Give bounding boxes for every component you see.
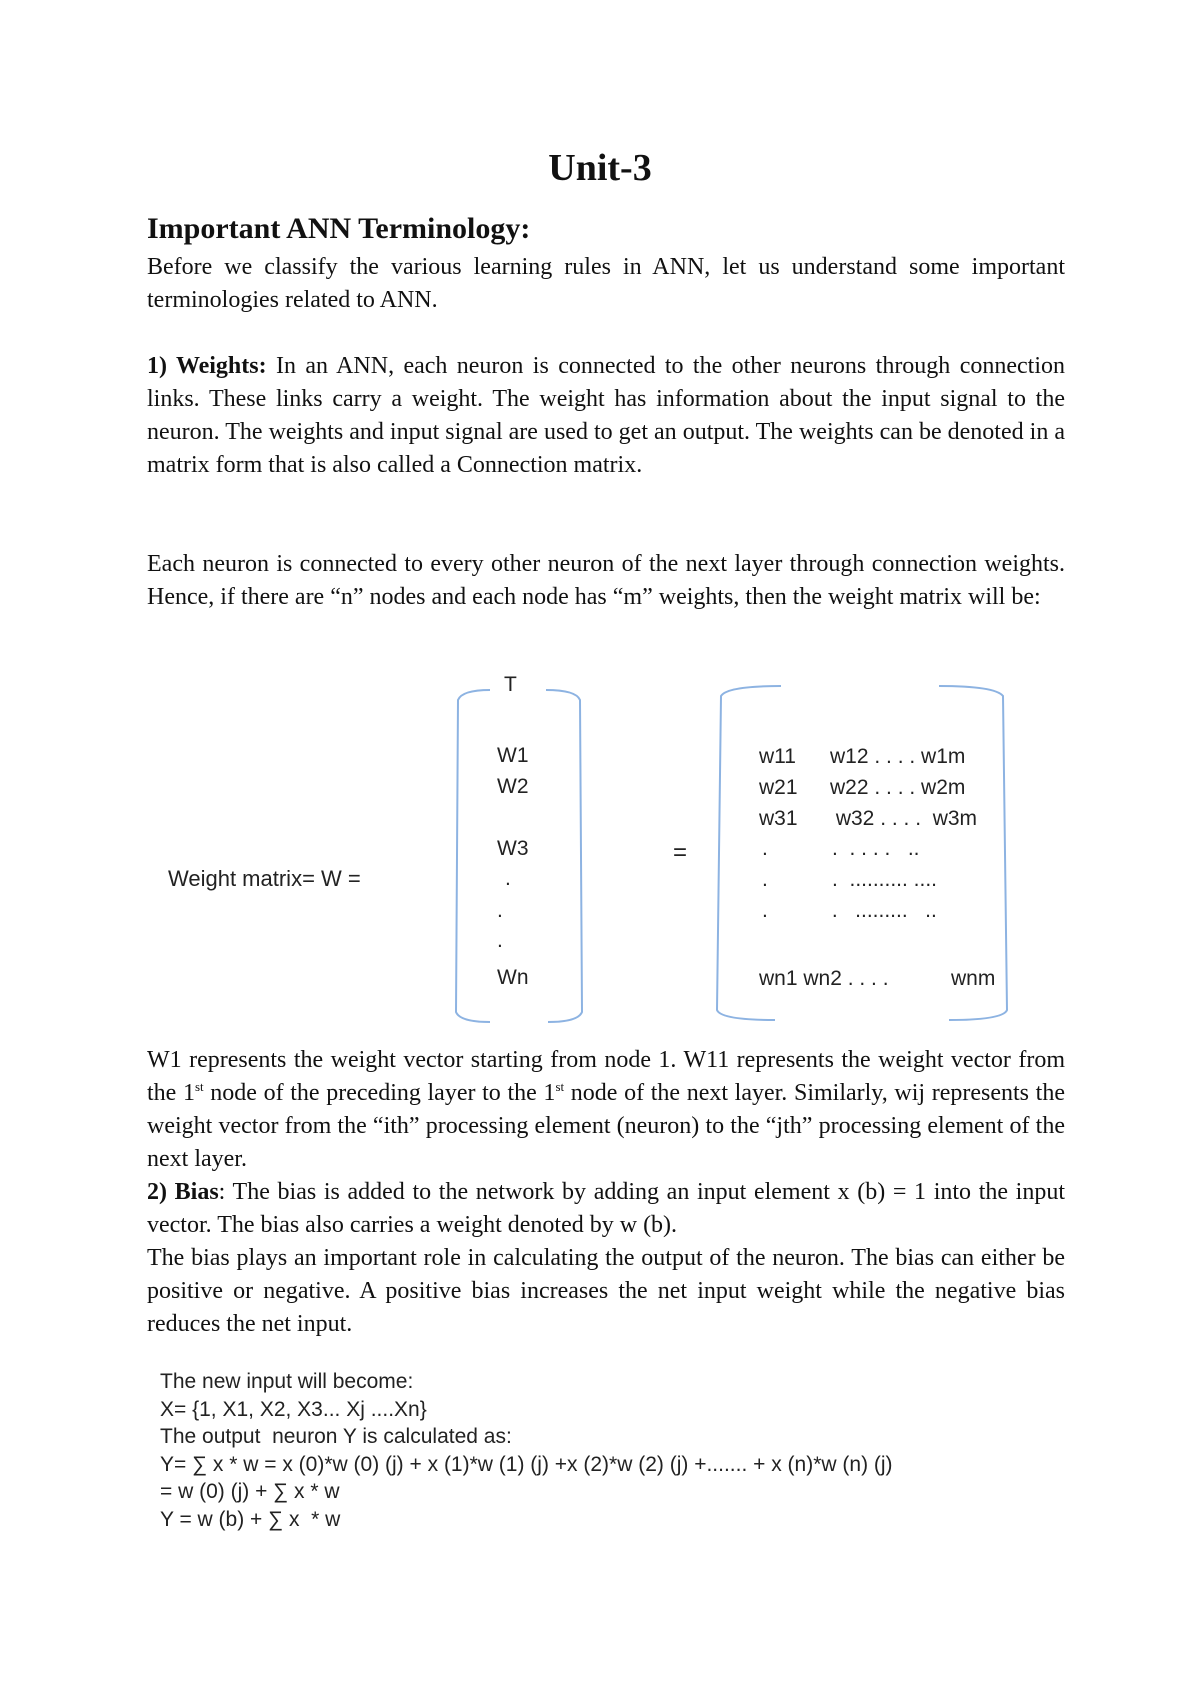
matrix-cell: w11: [759, 745, 796, 768]
matrix-cell: w31: [759, 807, 798, 830]
bias-role-paragraph: The bias plays an important role in calculating the output of the neuron. The bias can either be positive or negative. A positive bias increases the net input weight while the negative bias reduces the net input.: [147, 1245, 1065, 1337]
matrix-cell: w22 . . . . w2m: [830, 776, 966, 799]
matrix-cell: w12 . . . . w1m: [830, 745, 966, 768]
vector-entry: .: [497, 899, 503, 922]
matrix-cell: wnm: [951, 967, 996, 990]
section-heading: Important ANN Terminology:: [147, 212, 531, 245]
formula-line: Y = w (b) + ∑ x * w: [160, 1507, 341, 1531]
formula-line: The new input will become:: [160, 1370, 414, 1393]
each-neuron-paragraph: Each neuron is connected to every other neuron of the next layer through connection weights. Hence, if there are “n” nodes and each node has “m” weights, then the weight matrix will be:: [147, 551, 1065, 610]
formula-line: = w (0) (j) + ∑ x * w: [160, 1480, 340, 1503]
matrix-cell: w21: [759, 776, 798, 799]
vector-entry: .: [505, 867, 511, 890]
matrix-label: Weight matrix= W =: [168, 866, 361, 891]
formula-line: X= {1, X1, X2, X3... Xj ....Xn}: [160, 1397, 427, 1421]
superscript: st: [555, 1079, 565, 1094]
matrix-cell: w32 . . . . w3m: [830, 807, 978, 830]
w1-desc-text: W1 represents the weight vector starting from node 1. W11 represents the weight vector from the 1: [147, 1047, 1065, 1106]
vector-entry: W3: [497, 837, 529, 860]
intro-paragraph: Before we classify the various learning rules in ANN, let us understand some important terminologies related to ANN.: [147, 254, 1065, 313]
vector-entry: W1: [497, 744, 529, 767]
matrix-cell: .: [762, 899, 768, 922]
transpose-symbol: T: [504, 673, 517, 696]
weights-label: 1) Weights:: [147, 353, 267, 379]
equals-sign: =: [673, 839, 688, 866]
matrix-cell: .: [762, 868, 768, 891]
w1-desc-text: node of the next layer. Similarly, wij represents the weight vector from the “ith” processing element (neuron) to the “jth” processing element of the next layer.: [147, 1080, 1065, 1172]
bias-label: 2) Bias: [147, 1179, 219, 1205]
matrix-cell: . .......... ....: [832, 868, 938, 891]
formula-block: [160, 1368, 893, 1533]
weights-paragraph: [147, 350, 1065, 482]
matrix-cell: .: [762, 837, 768, 860]
weights-text: In an ANN, each neuron is connected to the other neurons through connection links. These links carry a weight. The weight has information about the input signal to the neuron. The weights and input signal are used to get an output. The weights can be denoted in a matrix form that is also called a Connection matrix.: [147, 353, 1065, 478]
matrix-cell: . ......... ..: [826, 899, 937, 922]
vector-entry: Wn: [497, 966, 529, 989]
matrix-cell: . . . . . ..: [832, 837, 920, 860]
superscript: st: [194, 1079, 204, 1094]
vector-entry: W2: [497, 775, 529, 798]
bias-text: : The bias is added to the network by adding an input element x (b) = 1 into the input vector. The bias also carries a weight denoted by w (b).: [147, 1179, 1065, 1238]
matrix-cell: wn1 wn2 . . . .: [759, 967, 889, 990]
vector-entry: .: [497, 929, 503, 952]
formula-line: Y= ∑ x * w = x (0)*w (0) (j) + x (1)*w (1) (j) +x (2)*w (2) (j) +....... + x (n)*w (n) (j): [160, 1452, 893, 1476]
page-title: Unit-3: [548, 147, 652, 189]
formula-line: The output neuron Y is calculated as:: [160, 1425, 512, 1448]
w1-description-paragraph: [147, 1044, 1065, 1176]
bias-paragraph: [147, 1176, 1065, 1242]
w1-desc-text: node of the preceding layer to the 1: [203, 1080, 556, 1106]
